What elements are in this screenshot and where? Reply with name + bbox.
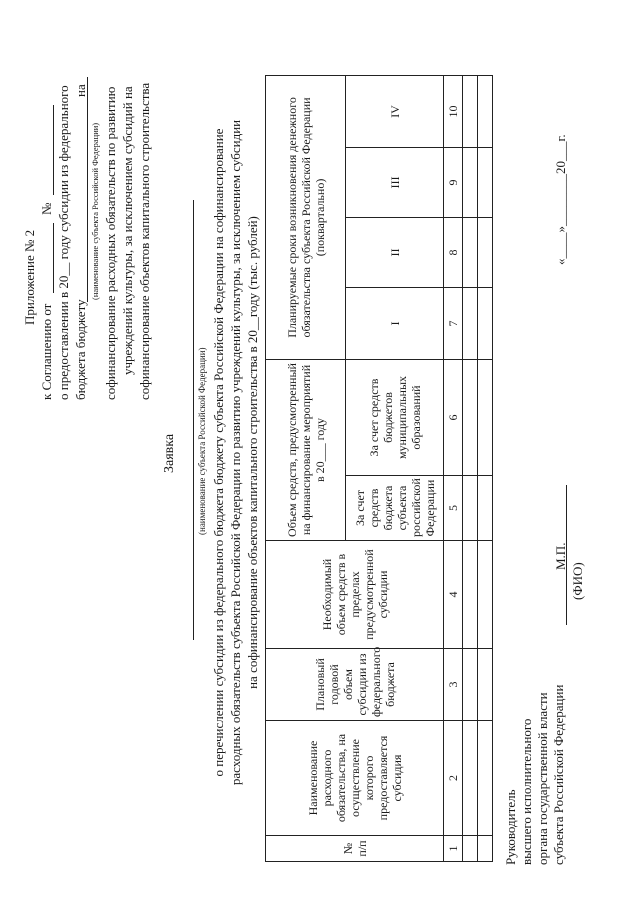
- col-number-9: 9: [444, 147, 463, 217]
- subject-name-line: [87, 77, 88, 302]
- agreement-date-line: [53, 223, 54, 293]
- table-cell: [463, 75, 478, 147]
- table-cell: [478, 476, 493, 541]
- appendix-line-2: о предоставлении в 20__ году субсидии из федерального: [56, 85, 71, 400]
- agreement-number-line: [53, 105, 54, 195]
- signature-date: «____»________20___г.: [553, 134, 568, 265]
- application-subject-caption: (наименование субъекта Российской Федерации): [197, 347, 207, 535]
- table-cell: [463, 649, 478, 721]
- header-quarter-2: II: [346, 217, 444, 287]
- col-number-4: 4: [444, 541, 463, 649]
- appendix-line-6: софинансирование объектов капитального строительства: [137, 82, 152, 400]
- application-title: Заявка: [162, 433, 177, 473]
- header-col-6: За счет средств бюджетов муниципальных образований: [346, 359, 444, 475]
- table-row: [463, 75, 478, 861]
- agreement-prefix: к Соглашению от: [39, 303, 54, 400]
- table-cell: [478, 147, 493, 217]
- table-cell: [463, 359, 478, 475]
- table-cell: [463, 721, 478, 836]
- table-cell: [463, 476, 478, 541]
- appendix-line-4: софинансирование расходных обязательств по развитию: [103, 86, 118, 400]
- col-number-8: 8: [444, 217, 463, 287]
- signature-line: [566, 485, 567, 625]
- application-body-line-1: о перечислении субсидии из федерального бюджета бюджету субъекта Российской Федерации на софинансирование: [211, 128, 226, 777]
- table-cell: [478, 359, 493, 475]
- col-number-6: 6: [444, 359, 463, 475]
- table-cell: [478, 287, 493, 359]
- table-cell: [478, 649, 493, 721]
- table-cell: [478, 217, 493, 287]
- header-group-terms: Планируемые сроки возникновения денежного обязательства субъекта Российской Федерации (поквартально): [266, 75, 346, 359]
- signatory-line-3: органа государственной власти: [535, 692, 550, 865]
- subject-name-note: (наименование субъекта Российской Федерации): [90, 122, 100, 300]
- header-col-4: Необходимый объем средств в пределах предусмотренной субсидии: [266, 541, 444, 649]
- signatory-line-1: Руководитель: [503, 789, 518, 865]
- col-number-2: 2: [444, 721, 463, 836]
- col-number-1: 1: [444, 836, 463, 862]
- table-row: [478, 75, 493, 861]
- appendix-line-5: учреждений культуры, за исключением субсидий на: [120, 86, 135, 375]
- signatory-line-2: высшего исполнительного: [519, 718, 534, 865]
- table-cell: [463, 541, 478, 649]
- header-group-funding: Объем средств, предусмотренный на финансирование мероприятий в 20___ году: [266, 359, 346, 540]
- subsidy-table: [265, 75, 493, 862]
- seal-mark: М.П.: [553, 542, 568, 570]
- header-quarter-3: III: [346, 147, 444, 217]
- table-cell: [463, 287, 478, 359]
- appendix-title: Приложение № 2: [22, 229, 37, 325]
- col-number-7: 7: [444, 287, 463, 359]
- col-number-5: 5: [444, 476, 463, 541]
- table-cell: [478, 836, 493, 862]
- table-cell: [463, 217, 478, 287]
- col-number-3: 3: [444, 649, 463, 721]
- col-number-10: 10: [444, 75, 463, 147]
- table-cell: [478, 75, 493, 147]
- application-body-line-2: расходных обязательств субъекта Российской Федерации по развитию учреждений культуры, за исключением субсидии: [228, 119, 243, 786]
- header-quarter-4: IV: [346, 75, 444, 147]
- header-col-2: Наименование расходного обязательства, на осуществление которого предоставляется субсидия: [266, 721, 444, 836]
- table-cell: [463, 147, 478, 217]
- signatory-line-4: субъекта Российской Федерации: [551, 684, 566, 865]
- fio-label: (ФИО): [570, 562, 585, 600]
- table-cell: [463, 836, 478, 862]
- appendix-line-3-right: на: [73, 84, 88, 97]
- header-quarter-1: I: [346, 287, 444, 359]
- agreement-number-sign: №: [39, 202, 54, 215]
- header-col-3: Плановый годовой объем субсидии из федерального бюджета: [266, 649, 444, 721]
- table-cell: [478, 541, 493, 649]
- header-col-5: За счет средств бюджета субъекта российской Федерации: [346, 476, 444, 541]
- table-cell: [478, 721, 493, 836]
- appendix-line-3-left: бюджета бюджету: [73, 299, 88, 400]
- header-col-1: № п/п: [266, 836, 444, 862]
- subject-name-blank-line: [193, 200, 194, 640]
- application-body-line-3: на софинансирование объектов капитального строительства в 20__году (тыс. рублей): [245, 216, 260, 689]
